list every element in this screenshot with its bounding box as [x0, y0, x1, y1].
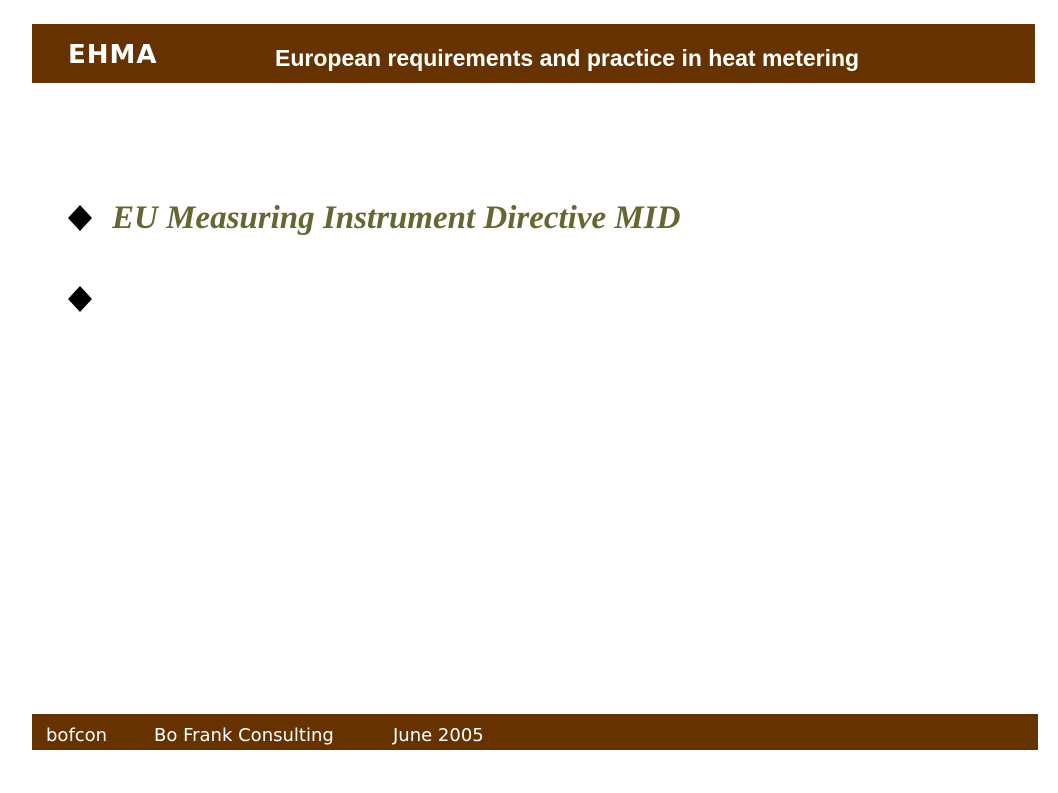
- bullet-text: EU Measuring Instrument Directive MID: [112, 200, 681, 236]
- footer-company-name: Bo Frank Consulting: [154, 725, 334, 746]
- footer-bar: [32, 714, 1038, 750]
- diamond-bullet-icon: [66, 279, 94, 319]
- slide-title: European requirements and practice in heat metering: [275, 45, 860, 71]
- diamond-bullet-icon: [66, 198, 94, 238]
- footer-company-short: bofcon: [46, 725, 108, 746]
- footer-date: June 2005: [393, 725, 484, 746]
- brand-label: EHMA: [68, 40, 158, 70]
- header-bar: [32, 24, 1035, 83]
